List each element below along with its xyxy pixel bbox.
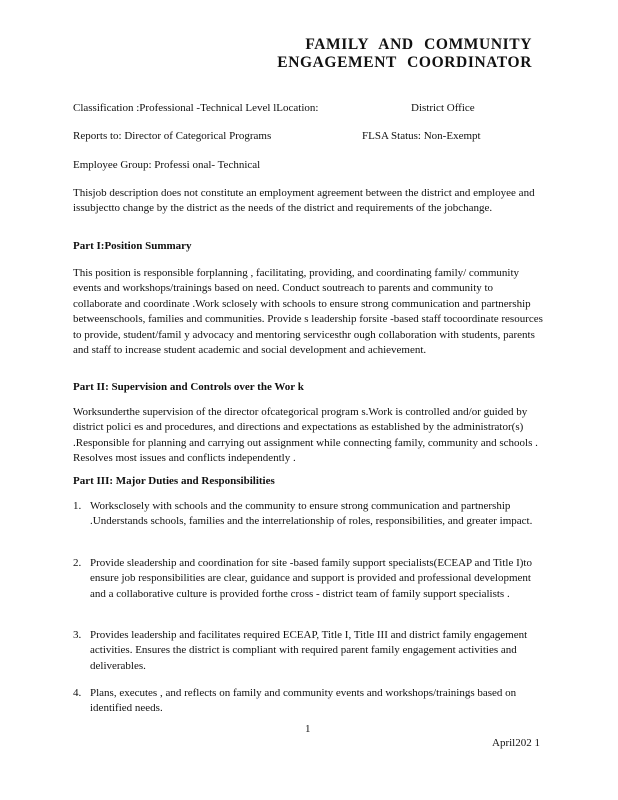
classification-field: Classification :Professional -Technical Level lLocation: <box>73 102 319 114</box>
part-3-heading: Part III: Major Duties and Responsibilities <box>73 475 275 487</box>
flsa-status-field: FLSA Status: Non-Exempt <box>362 130 481 142</box>
duty-item <box>73 556 543 602</box>
duty-number: 1. <box>73 500 82 512</box>
employee-group-field: Employee Group: Professi onal- Technical <box>73 159 261 171</box>
duty-item <box>73 499 543 530</box>
part-1-heading: Part I:Position Summary <box>73 240 192 252</box>
location-value: District Office <box>411 102 475 114</box>
disclaimer-paragraph: Thisjob description does not constitute an employment agreement between the district and employee and issubjectto change by the district as the needs of the district and requirements of the jobchange. <box>73 187 535 215</box>
duty-item <box>73 686 543 717</box>
duty-item <box>73 628 543 674</box>
duty-number: 3. <box>73 629 82 641</box>
position-summary-paragraph: This position is responsible forplanning , facilitating, providing, and coordinating family/ community events and workshops/trainings based on need. Conduct soutreach to parents and community to collaborate and coordinate .Work sclosely with schools to ensure strong communication and partnership betweenschools, families and communities. Provide s leadership forsite -based staff tocoordinate resources to provide, student/famil y advocacy and mentoring servicesthr ough collaboration with students, parents and staff to increase student academic and social development and achievement. <box>73 267 543 357</box>
supervision-paragraph: Worksunderthe supervision of the director ofcategorical program s.Work is controlled and/or guided by district polici es and procedures, and directions and expectations as established by the administrator(s) .Responsible for planning and carrying out assignment while connecting family, community and schools . Resolves most issues and conflicts independently . <box>73 406 538 465</box>
document-title-line-1: FAMILY AND COMMUNITY <box>305 36 532 53</box>
duty-text: Plans, executes , and reflects on family and community events and workshops/trainings based on identified needs. <box>90 687 517 715</box>
document-title-line-2: ENGAGEMENT COORDINATOR <box>277 54 532 71</box>
duty-text: Provide sleadership and coordination for site -based family support specialists(ECEAP and Title I)to ensure job responsibilities are clear, guidance and support is provided and professional development and a collaborative culture is provided forthe cross - district team of family support specialists . <box>90 557 532 600</box>
duty-number: 2. <box>73 557 82 569</box>
part-2-heading: Part II: Supervision and Controls over the Wor k <box>73 381 304 393</box>
page-number: 1 <box>305 723 311 735</box>
reports-to-field: Reports to: Director of Categorical Programs <box>73 130 272 142</box>
duty-number: 4. <box>73 687 82 699</box>
duty-text: Worksclosely with schools and the community to ensure strong communication and partnership .Understands schools, families and the interrelationship of roles, responsibilities, and greater impact. <box>90 500 533 528</box>
duty-text: Provides leadership and facilitates required ECEAP, Title I, Title III and district family engagement activities. Ensures the district is compliant with required parent family engagement activities and deliverables. <box>90 629 528 672</box>
footer-date: April202 1 <box>492 737 540 749</box>
